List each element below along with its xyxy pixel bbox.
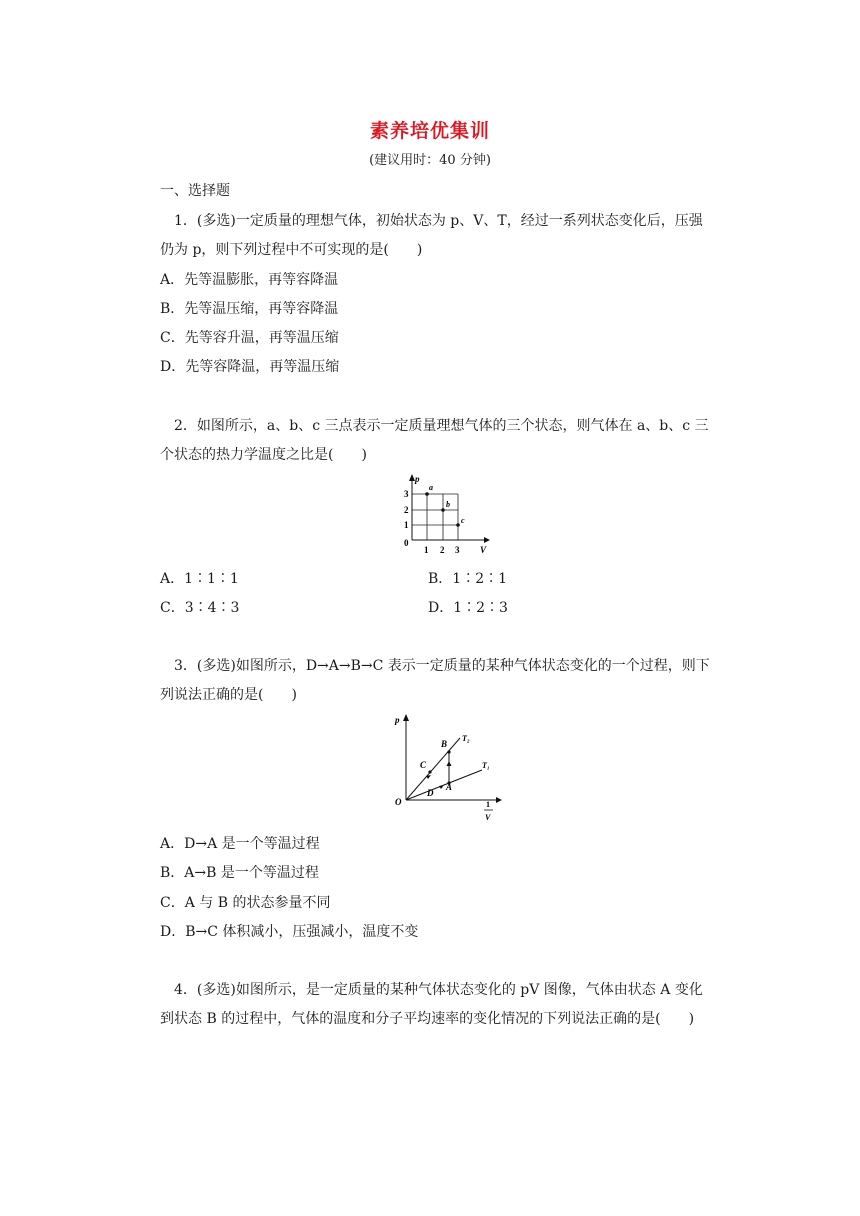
q4-line2: 到状态 B 的过程中，气体的温度和分子平均速率的变化情况的下列说法正确的是( )	[160, 1011, 695, 1027]
q1-option-b: B．先等温压缩，再等容降温	[160, 301, 339, 317]
q2-x-arrow	[484, 537, 490, 543]
q2-option-a: A．1∶1∶1	[160, 571, 239, 587]
q3-x-axis-numerator: 1	[486, 800, 490, 809]
q4-line1: 4．(多选)如图所示，是一定质量的某种气体状态变化的 pV 图像，气体由状态 A 变化	[174, 982, 703, 998]
q2-x-tick-3: 3	[455, 545, 460, 555]
q2-point-a-label: a	[429, 483, 433, 492]
page-subtitle: (建议用时：40 分钟)	[369, 153, 491, 168]
q1-line2: 仍为 p，则下列过程中不可实现的是( )	[160, 242, 423, 258]
q3-line1: 3．(多选)如图所示，D→A→B→C 表示一定质量的某种气体状态变化的一个过程，则下	[174, 658, 710, 674]
q3-x-arrow	[496, 797, 502, 803]
q2-point-a	[425, 492, 429, 496]
q3-x-axis-denominator: V	[485, 813, 491, 822]
q2-y-axis-label: p	[415, 474, 420, 484]
q3-label-a: A	[446, 782, 453, 792]
q2-point-c-label: c	[461, 516, 465, 525]
q2-grid	[412, 494, 458, 540]
q3-label-b: B	[441, 739, 448, 749]
q2-point-c	[456, 523, 460, 527]
q2-point-b-label: b	[446, 500, 450, 509]
q2-pv-graph	[384, 470, 494, 555]
q2-x-tick-1: 1	[424, 545, 429, 555]
q2-option-d: D．1∶2∶3	[428, 600, 508, 616]
q3-label-c: C	[420, 760, 427, 770]
q2-line1: 2．如图所示，a、b、c 三点表示一定质量理想气体的三个状态，则气体在 a、b、c 三	[174, 418, 709, 434]
q3-t2-label: T₂	[462, 734, 470, 743]
q2-x-axis-label: V	[480, 545, 487, 555]
q3-y-arrow	[403, 714, 409, 721]
q3-arrow-a-to-b	[447, 761, 452, 766]
q2-y-tick-3: 3	[404, 489, 409, 499]
q3-option-a: A．D→A 是一个等温过程	[160, 836, 320, 852]
q2-y-tick-1: 1	[404, 520, 409, 530]
q3-t1-label: T₁	[482, 761, 490, 770]
q2-point-b	[441, 508, 445, 512]
q3-origin-label: O	[395, 797, 402, 807]
section-heading: 一、选择题	[160, 183, 230, 199]
q3-point-c	[428, 770, 431, 773]
q1-option-a: A．先等温膨胀，再等容降温	[160, 272, 339, 288]
q2-line2: 个状态的热力学温度之比是( )	[160, 447, 367, 463]
q3-y-axis-label: p	[395, 715, 400, 725]
q3-p-invV-graph	[390, 710, 510, 825]
q3-option-d: D．B→C 体积减小，压强减小，温度不变	[160, 924, 419, 940]
q1-line1: 1．(多选)一定质量的理想气体，初始状态为 p、V、T，经过一系列状态变化后，压强	[174, 213, 703, 229]
q2-option-c: C．3∶4∶3	[160, 600, 240, 616]
q1-option-c: C．先等容升温，再等温压缩	[160, 330, 339, 346]
q3-option-b: B．A→B 是一个等温过程	[160, 865, 319, 881]
q3-arrow-d-to-a	[439, 785, 444, 789]
q2-option-b: B．1∶2∶1	[428, 571, 508, 587]
q1-option-d: D．先等容降温，再等温压缩	[160, 359, 340, 375]
q3-option-c: C．A 与 B 的状态参量不同	[160, 895, 331, 911]
page-title: 素养培优集训	[369, 120, 490, 142]
q2-origin-label: 0	[404, 538, 409, 548]
q2-y-tick-2: 2	[404, 505, 409, 515]
q2-x-tick-2: 2	[440, 545, 445, 555]
q3-label-d: D	[427, 788, 434, 798]
q3-line2: 列说法正确的是( )	[160, 687, 297, 703]
q3-point-b	[447, 750, 450, 753]
